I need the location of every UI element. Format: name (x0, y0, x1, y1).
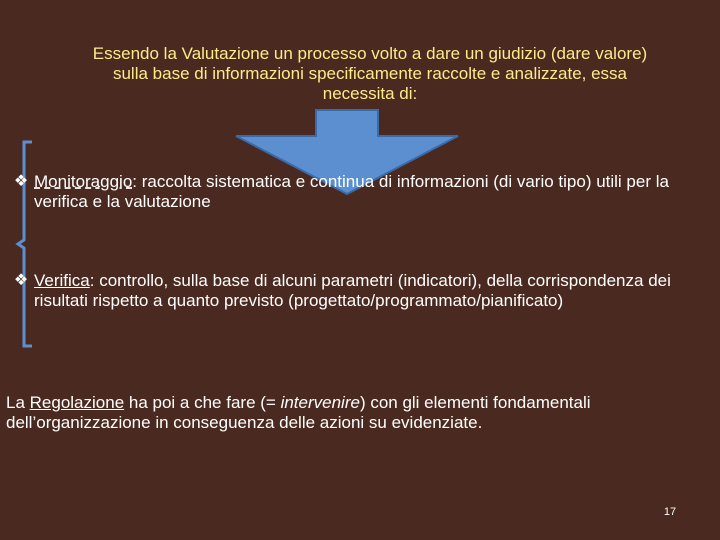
regolazione-suffix: ) con gli elementi fondamentali dell’organizzazione in conseguenza delle azioni su evidenziate. (6, 393, 591, 432)
intro-line-3: necessita di: (322, 84, 418, 103)
term-regolazione: Regolazione (29, 393, 125, 412)
intro-line-1: Essendo la Valutazione un processo volto a dare un giudizio (dare valore) (92, 44, 648, 63)
intro-line-2: sulla base di informazioni specificamente raccolte e analizzate, essa (112, 64, 628, 83)
term-verifica: Verifica (34, 271, 90, 290)
list-item-text (34, 271, 698, 311)
definition-verifica: : controllo, sulla base di alcuni parametri (indicatori), della corrispondenza dei risultati rispetto a quanto previsto (progettato/programmato/pianificato) (34, 271, 671, 310)
definition-monitoraggio: : raccolta sistematica e continua di informazioni (di vario tipo) utili per la verifica e la valutazione (34, 172, 669, 211)
list-item-monitoraggio (8, 172, 698, 212)
term-monitoraggio: Monitoraggio (34, 172, 133, 191)
regolazione-italic: intervenire (280, 393, 360, 412)
regolazione-paragraph (6, 393, 720, 433)
intro-text (20, 44, 720, 104)
regolazione-prefix: La (6, 393, 30, 412)
diamond-bullet-icon: ❖ (13, 173, 29, 190)
list-item-verifica (8, 271, 698, 311)
diamond-bullet-icon: ❖ (13, 272, 29, 289)
list-item-text (34, 172, 698, 212)
regolazione-middle: ha poi a che fare (= (124, 393, 281, 412)
page-number: 17 (663, 506, 677, 518)
